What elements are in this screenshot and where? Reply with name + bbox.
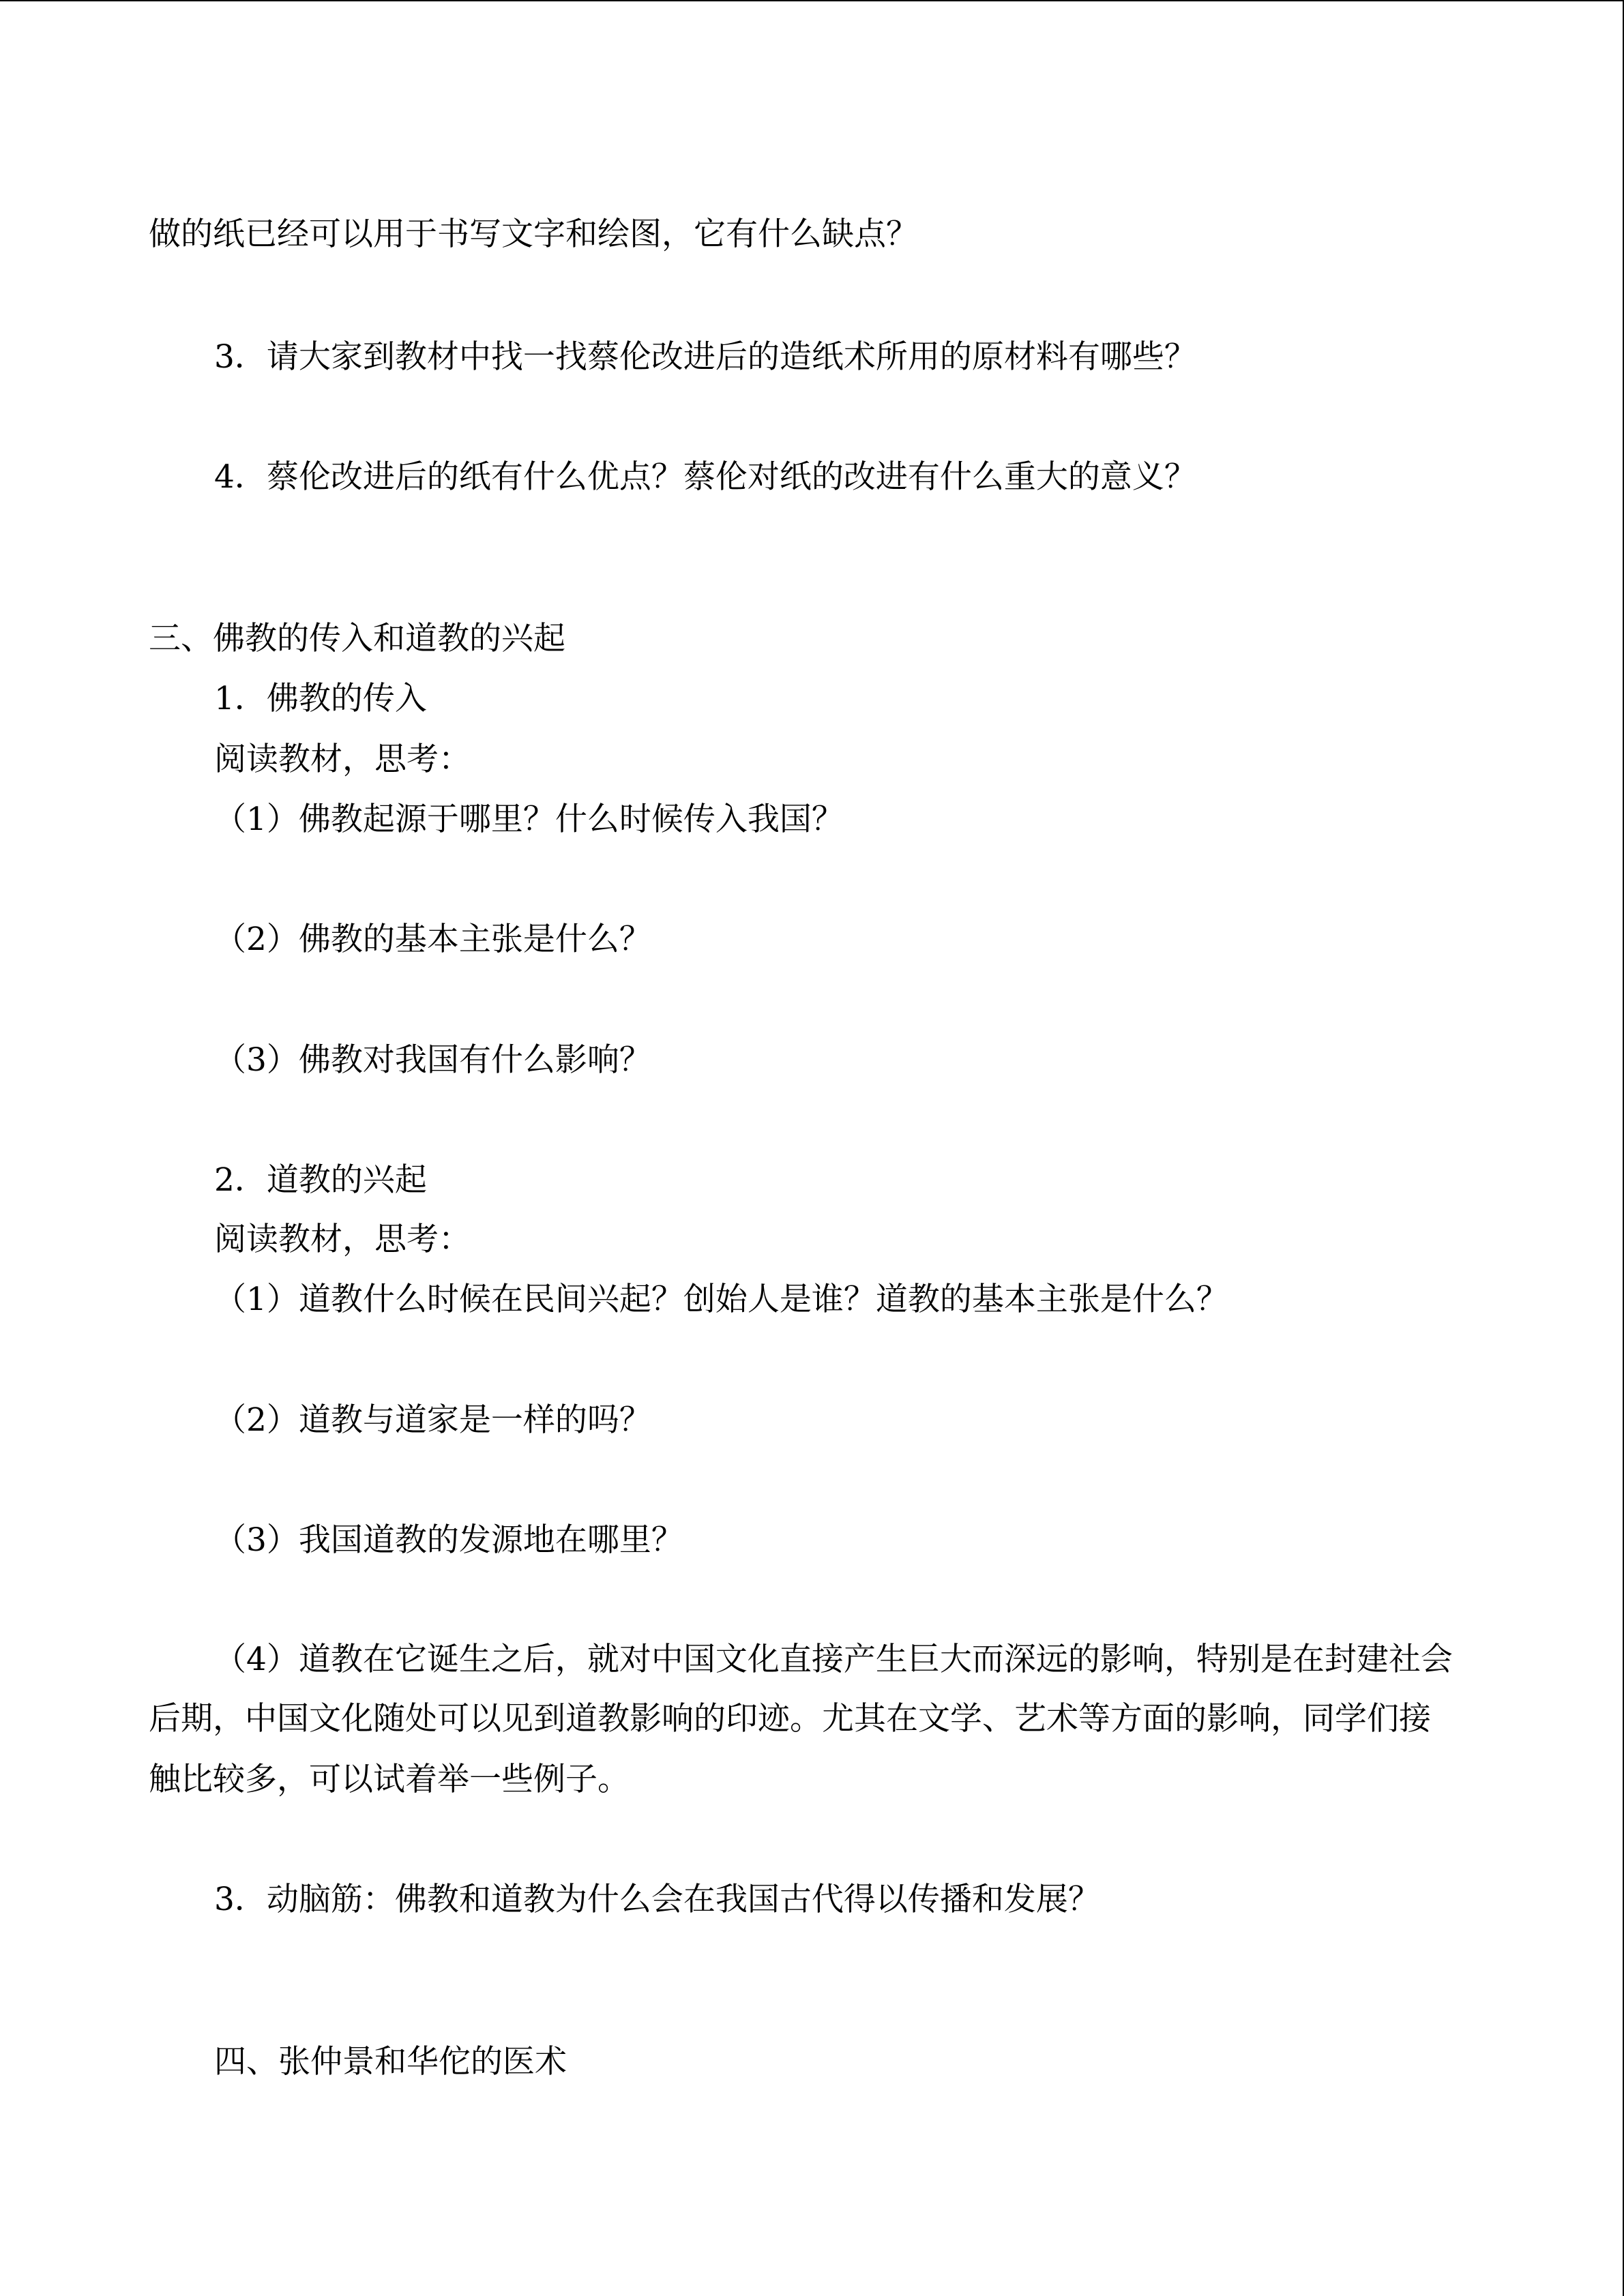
taoism-question-2: （2）道教与道家是一样的吗？ [214,1401,651,1439]
reading-prompt: 阅读教材，思考： [214,741,471,778]
taoism-question-4-line-1: （4）道教在它诞生之后，就对中国文化直接产生巨大而深远的影响，特别是在封建社会 [214,1641,1453,1678]
buddhism-question-3: （3）佛教对我国有什么影响？ [214,1041,651,1079]
subsection-taoism-heading: 2．道教的兴起 [214,1161,427,1199]
taoism-question-3: （3）我国道教的发源地在哪里？ [214,1521,683,1559]
taoism-question-4-line-2: 后期，中国文化随处可以见到道教影响的印迹。尤其在文学、艺术等方面的影响，同学们接 [149,1700,1431,1738]
question-3: 3．请大家到教材中找一找蔡伦改进后的造纸术所用的原材料有哪些？ [214,338,1196,376]
question-4: 4．蔡伦改进后的纸有什么优点？蔡伦对纸的改进有什么重大的意义？ [214,458,1196,496]
buddhism-question-2: （2）佛教的基本主张是什么？ [214,921,651,958]
section-4-heading: 四、张仲景和华佗的医术 [214,2043,567,2081]
question-2-continuation: 做的纸已经可以用于书写文字和绘图，它有什么缺点？ [149,215,918,253]
brainstorm-question: 3．动脑筋：佛教和道教为什么会在我国古代得以传播和发展？ [214,1881,1100,1918]
reading-prompt: 阅读教材，思考： [214,1221,471,1258]
subsection-buddhism-heading: 1．佛教的传入 [214,680,427,717]
taoism-question-1: （1）道教什么时候在民间兴起？创始人是谁？道教的基本主张是什么？ [214,1281,1228,1318]
section-3-heading: 三、佛教的传入和道教的兴起 [149,620,565,657]
buddhism-question-1: （1）佛教起源于哪里？什么时候传入我国？ [214,801,844,838]
taoism-question-4-line-3: 触比较多，可以试着举一些例子。 [149,1761,630,1798]
